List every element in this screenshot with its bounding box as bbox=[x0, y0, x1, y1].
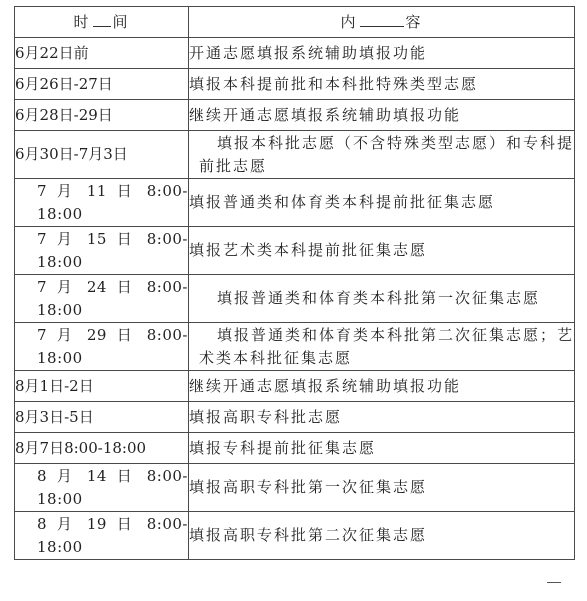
corner-dash-mark bbox=[547, 582, 561, 583]
row-content: 填报艺术类本科提前批征集志愿 bbox=[189, 227, 575, 275]
header-content-underline bbox=[360, 12, 404, 27]
row-time: 8月3日-5日 bbox=[15, 402, 189, 433]
table-row bbox=[15, 433, 575, 464]
table-header-row bbox=[15, 7, 575, 38]
row-time: 8 月 19 日 8:00-18:00 bbox=[15, 512, 189, 560]
table-row bbox=[15, 38, 575, 69]
table-row bbox=[15, 275, 575, 323]
row-content: 填报普通类和体育类本科批第二次征集志愿；艺术类本科批征集志愿 bbox=[189, 323, 575, 371]
row-time: 8月1日-2日 bbox=[15, 371, 189, 402]
table-row bbox=[15, 464, 575, 512]
row-time: 7 月 11 日 8:00-18:00 bbox=[15, 179, 189, 227]
table-row bbox=[15, 69, 575, 100]
row-content: 填报普通类和体育类本科批第一次征集志愿 bbox=[189, 275, 575, 323]
row-content: 填报本科批志愿（不含特殊类型志愿）和专科提前批志愿 bbox=[189, 131, 575, 179]
row-time: 6月28日-29日 bbox=[15, 100, 189, 131]
row-time: 7 月 15 日 8:00-18:00 bbox=[15, 227, 189, 275]
row-content: 填报高职专科批志愿 bbox=[189, 402, 575, 433]
row-content: 填报高职专科批第一次征集志愿 bbox=[189, 464, 575, 512]
row-content: 开通志愿填报系统辅助填报功能 bbox=[189, 38, 575, 69]
header-time-char-1: 时 bbox=[73, 12, 91, 31]
row-content: 填报普通类和体育类本科提前批征集志愿 bbox=[189, 179, 575, 227]
table-row bbox=[15, 227, 575, 275]
header-content-char-2: 容 bbox=[405, 12, 423, 31]
table-row bbox=[15, 100, 575, 131]
table-row bbox=[15, 131, 575, 179]
row-content: 继续开通志愿填报系统辅助填报功能 bbox=[189, 100, 575, 131]
header-time bbox=[15, 7, 189, 38]
row-time: 7 月 29 日 8:00-18:00 bbox=[15, 323, 189, 371]
row-time: 6月22日前 bbox=[15, 38, 189, 69]
row-content: 填报专科提前批征集志愿 bbox=[189, 433, 575, 464]
row-time: 6月30日-7月3日 bbox=[15, 131, 189, 179]
header-time-char-2: 间 bbox=[112, 12, 130, 31]
row-content: 填报高职专科批第二次征集志愿 bbox=[189, 512, 575, 560]
row-time: 7 月 24 日 8:00-18:00 bbox=[15, 275, 189, 323]
table-row bbox=[15, 371, 575, 402]
row-content: 继续开通志愿填报系统辅助填报功能 bbox=[189, 371, 575, 402]
row-time: 8月7日8:00-18:00 bbox=[15, 433, 189, 464]
table-row bbox=[15, 512, 575, 560]
header-content bbox=[189, 7, 575, 38]
table-row bbox=[15, 323, 575, 371]
header-time-underline bbox=[93, 12, 111, 27]
schedule-document bbox=[14, 6, 574, 560]
row-time: 8 月 14 日 8:00-18:00 bbox=[15, 464, 189, 512]
schedule-table bbox=[14, 6, 575, 560]
table-row bbox=[15, 402, 575, 433]
header-content-char-1: 内 bbox=[340, 12, 358, 31]
row-time: 6月26日-27日 bbox=[15, 69, 189, 100]
row-content: 填报本科提前批和本科批特殊类型志愿 bbox=[189, 69, 575, 100]
table-row bbox=[15, 179, 575, 227]
